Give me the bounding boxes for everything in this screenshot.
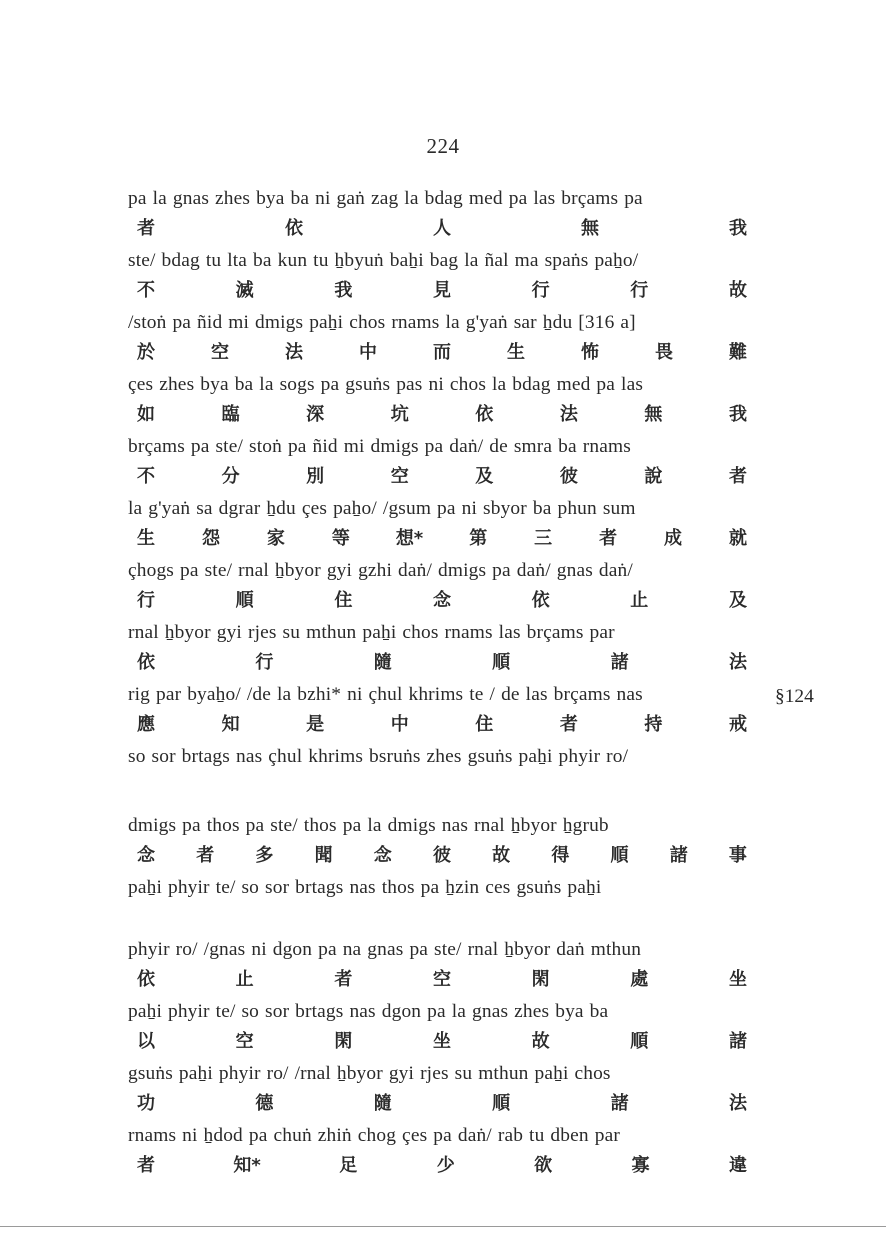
line-pair [128,496,768,558]
line-pair [128,558,768,620]
chinese-gloss-char: 順 [492,652,511,673]
chinese-gloss-char: 處 [630,969,649,990]
chinese-gloss-char: 隨 [373,652,392,673]
line-pair [128,620,768,682]
chinese-gloss-char: 等 [331,528,350,549]
chinese-gloss-char: 生 [507,342,525,363]
chinese-gloss-line [136,527,748,551]
chinese-gloss-char: 諸 [728,1031,747,1052]
chinese-gloss-char: 德 [255,1093,274,1114]
chinese-gloss-char: 順 [630,1031,649,1052]
chinese-gloss-char: 戒 [728,714,747,735]
tibetan-transliteration-line: gsuṅs paẖi phyir ro/ /rnal ẖbyor gyi rjes su mthun paẖi chos [128,1063,611,1084]
chinese-gloss-line [136,1092,748,1116]
chinese-gloss-char: 說 [644,466,663,487]
chinese-gloss-char: 坐 [432,1031,451,1052]
chinese-gloss-char: 知* [233,1155,261,1176]
chinese-gloss-char: 閑 [531,969,550,990]
chinese-gloss-char: 者 [137,218,155,239]
chinese-gloss-char: 生 [137,528,155,549]
chinese-gloss-line [136,713,748,737]
chinese-gloss-char: 坐 [728,969,747,990]
chinese-gloss-char: 念 [137,845,155,866]
chinese-gloss-line [136,279,748,303]
chinese-gloss-char: 順 [610,845,629,866]
chinese-gloss-char: 法 [285,342,303,363]
chinese-gloss-char: 就 [729,528,747,549]
chinese-gloss-char: 而 [433,342,451,363]
chinese-gloss-char: 空 [211,342,229,363]
chinese-gloss-char: 成 [664,528,683,549]
chinese-gloss-char: 依 [137,652,155,673]
chinese-gloss-char: 無 [644,404,663,425]
chinese-gloss-char: 坑 [390,404,409,425]
chinese-gloss-char: 諸 [669,845,688,866]
line-pair [128,1061,768,1123]
chinese-gloss-char: 法 [728,1093,747,1114]
tibetan-transliteration-line: pa la gnas zhes bya ba ni gaṅ zag la bdag med pa las brçams pa [128,188,643,209]
chinese-gloss-char: 我 [334,280,353,301]
chinese-gloss-char: 止 [235,969,254,990]
chinese-gloss-char: 第 [469,528,488,549]
page-number: 224 [426,134,460,158]
chinese-gloss-char: 者 [599,528,618,549]
chinese-gloss-char: 空 [235,1031,254,1052]
line-pair [128,248,768,310]
chinese-gloss-char: 法 [559,404,578,425]
chinese-gloss-char: 分 [221,466,240,487]
chinese-gloss-char: 想* [395,528,424,549]
line-pair [128,434,768,496]
chinese-gloss-line [136,844,748,868]
chinese-gloss-line [136,1154,748,1178]
chinese-gloss-char: 無 [581,218,599,239]
chinese-gloss-char: 欲 [534,1155,553,1176]
chinese-gloss-char: 及 [475,466,494,487]
chinese-gloss-char: 者 [196,845,215,866]
tibetan-transliteration-line: çes zhes bya ba la sogs pa gsuṅs pas ni chos la bdag med pa las [128,374,644,395]
chinese-gloss-char: 三 [534,528,553,549]
chinese-gloss-char: 家 [266,528,285,549]
chinese-gloss-char: 深 [306,404,325,425]
chinese-gloss-char: 者 [559,714,578,735]
chinese-gloss-char: 功 [137,1093,155,1114]
chinese-gloss-char: 聞 [314,845,333,866]
chinese-gloss-char: 持 [644,714,663,735]
chinese-gloss-char: 依 [531,590,550,611]
chinese-gloss-char: 彼 [432,845,451,866]
chinese-gloss-char: 少 [436,1155,455,1176]
line-pair [128,186,768,248]
tibetan-transliteration-line: çhogs pa ste/ rnal ẖbyor gyi gzhi daṅ/ dmigs pa daṅ/ gnas daṅ/ [128,560,633,581]
chinese-gloss-char: 依 [285,218,303,239]
tibetan-transliteration-line: la g'yaṅ sa dgrar ẖdu çes paẖo/ /gsum pa ni sbyor ba phun sum [128,498,636,519]
line-pair [128,682,768,744]
chinese-gloss-char: 依 [137,969,155,990]
chinese-gloss-char: 我 [728,404,747,425]
chinese-gloss-char: 念 [373,845,392,866]
text-block [128,813,768,937]
chinese-gloss-char: 行 [531,280,550,301]
text-block [128,186,768,806]
chinese-gloss-char: 者 [334,969,353,990]
tibetan-transliteration-line: phyir ro/ /gnas ni dgon pa na gnas pa ste/ rnal ẖbyor daṅ mthun [128,939,642,960]
chinese-gloss-char: 故 [492,845,511,866]
chinese-gloss-char: 滅 [235,280,254,301]
section-margin-note: §124 [775,686,814,707]
line-pair [128,372,768,434]
tibetan-transliteration-line: so sor brtags nas çhul khrims bsruṅs zhes gsuṅs paẖi phyir ro/ [128,746,629,767]
chinese-gloss-char: 諸 [610,1093,629,1114]
chinese-gloss-line [136,589,748,613]
line-pair [128,310,768,372]
chinese-gloss-char: 違 [728,1155,747,1176]
chinese-gloss-char: 難 [729,342,747,363]
chinese-gloss-char: 行 [137,590,155,611]
chinese-gloss-char: 法 [728,652,747,673]
chinese-gloss-char: 怨 [201,528,220,549]
chinese-gloss-char: 如 [137,404,155,425]
chinese-gloss-line [136,968,748,992]
tibetan-transliteration-line: rnams ni ẖdod pa chuṅ zhiṅ chog çes pa daṅ/ rab tu dben par [128,1125,620,1146]
line-pair [128,937,768,999]
chinese-gloss-char: 多 [255,845,274,866]
chinese-gloss-char: 諸 [610,652,629,673]
chinese-gloss-char: 中 [390,714,409,735]
chinese-gloss-char: 我 [729,218,747,239]
chinese-gloss-char: 順 [235,590,254,611]
chinese-gloss-char: 足 [339,1155,358,1176]
chinese-gloss-char: 及 [728,590,747,611]
chinese-gloss-char: 中 [359,342,377,363]
tibetan-transliteration-line: rig par byaẖo/ /de la bzhi* ni çhul khrims te / de las brçams nas [128,684,643,705]
chinese-gloss-char: 寡 [631,1155,650,1176]
chinese-gloss-char: 應 [137,714,155,735]
chinese-gloss-char: 故 [728,280,747,301]
chinese-gloss-line [136,217,748,241]
chinese-gloss-char: 得 [551,845,570,866]
line-pair [128,1123,768,1185]
chinese-gloss-char: 人 [433,218,451,239]
chinese-gloss-char: 依 [475,404,494,425]
chinese-gloss-char: 空 [390,466,409,487]
chinese-gloss-char: 見 [432,280,451,301]
chinese-gloss-char: 彼 [559,466,578,487]
chinese-gloss-char: 順 [492,1093,511,1114]
line-pair [128,875,768,937]
chinese-gloss-char: 不 [137,280,155,301]
chinese-gloss-char: 畏 [655,342,673,363]
chinese-gloss-line [136,403,748,427]
line-pair [128,813,768,875]
chinese-gloss-char: 者 [728,466,747,487]
chinese-gloss-char: 住 [475,714,494,735]
chinese-gloss-char: 是 [306,714,325,735]
tibetan-transliteration-line: paẖi phyir te/ so sor brtags nas dgon pa la gnas zhes bya ba [128,1001,609,1022]
tibetan-transliteration-line: dmigs pa thos pa ste/ thos pa la dmigs nas rnal ẖbyor ẖgrub [128,815,609,836]
chinese-gloss-char: 者 [137,1155,155,1176]
chinese-gloss-line [136,341,748,365]
chinese-gloss-char: 閑 [334,1031,353,1052]
chinese-gloss-char: 於 [137,342,155,363]
chinese-gloss-char: 臨 [221,404,240,425]
line-pair [128,999,768,1061]
line-pair [128,744,768,806]
chinese-gloss-char: 行 [630,280,649,301]
tibetan-transliteration-line: rnal ẖbyor gyi rjes su mthun paẖi chos rnams las brçams par [128,622,615,643]
tibetan-transliteration-line: /stoṅ pa ñid mi dmigs paẖi chos rnams la g'yaṅ sar ẖdu [316 a] [128,312,636,333]
chinese-gloss-char: 不 [137,466,155,487]
page-bottom-rule [0,1226,886,1227]
chinese-gloss-line [136,1030,748,1054]
chinese-gloss-char: 怖 [581,342,599,363]
tibetan-transliteration-line: brçams pa ste/ stoṅ pa ñid mi dmigs pa daṅ/ de smra ba rnams [128,436,631,457]
chinese-gloss-char: 知 [221,714,240,735]
chinese-gloss-char: 止 [630,590,649,611]
chinese-gloss-char: 住 [334,590,353,611]
tibetan-transliteration-line: ste/ bdag tu lta ba kun tu ẖbyuṅ baẖi bag la ñal ma spaṅs paẖo/ [128,250,639,271]
chinese-gloss-char: 以 [137,1031,155,1052]
chinese-gloss-char: 念 [432,590,451,611]
chinese-gloss-char: 故 [531,1031,550,1052]
chinese-gloss-line [136,651,748,675]
chinese-gloss-char: 行 [255,652,274,673]
tibetan-transliteration-line: paẖi phyir te/ so sor brtags nas thos pa ẖzin ces gsuṅs paẖi [128,877,602,898]
chinese-gloss-char: 別 [306,466,325,487]
chinese-gloss-char: 隨 [373,1093,392,1114]
chinese-gloss-char: 空 [432,969,451,990]
chinese-gloss-line [136,465,748,489]
text-block [128,937,768,1185]
chinese-gloss-char: 事 [728,845,747,866]
